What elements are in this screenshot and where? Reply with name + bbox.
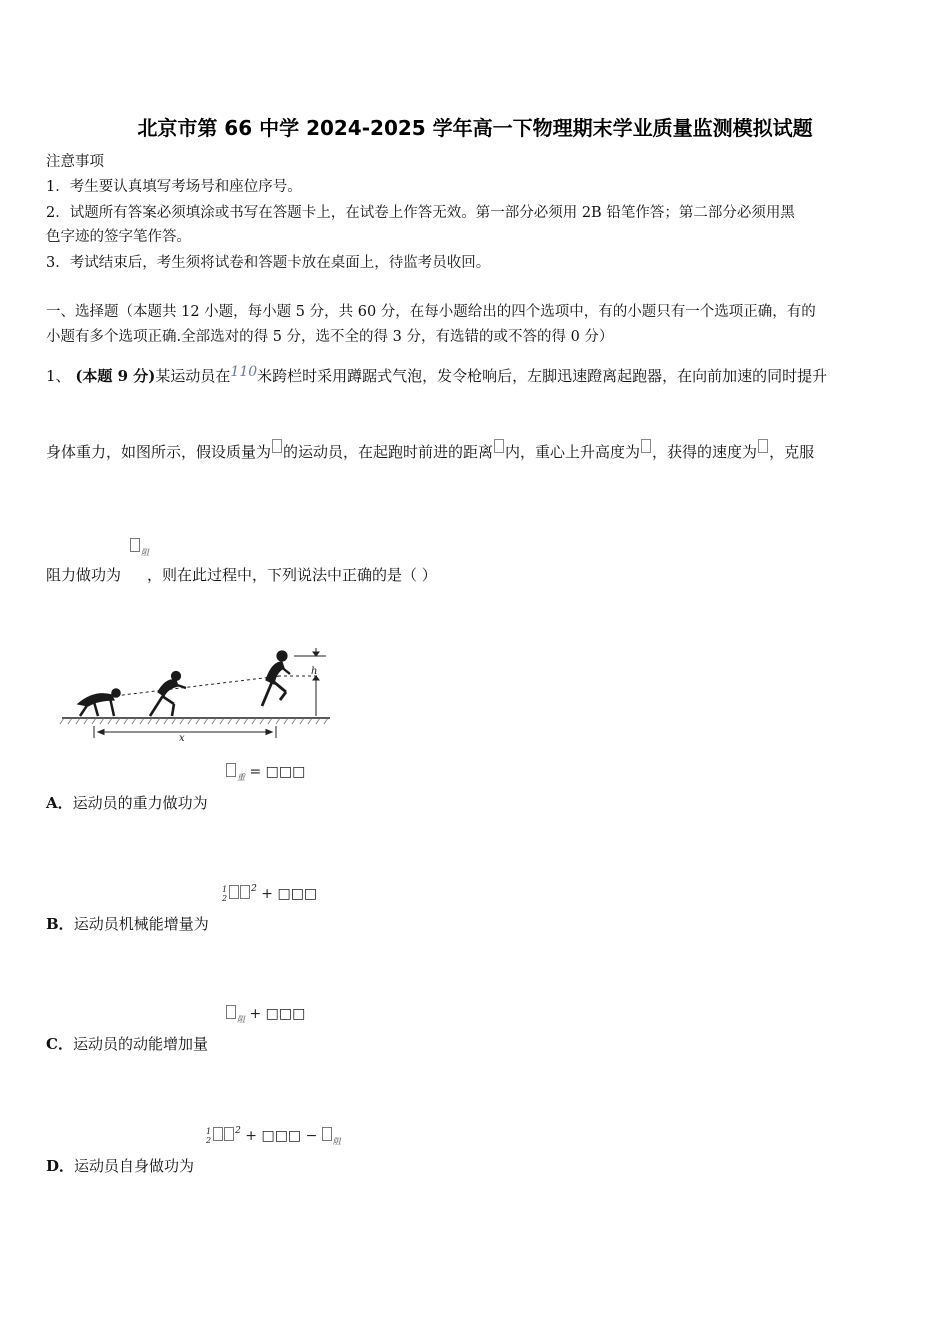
formula-subscript: 重: [237, 773, 245, 782]
option-d[interactable]: [46, 1155, 194, 1176]
notice-item-2-cont: 色字迹的签字笔作答。: [46, 229, 191, 245]
symbol-placeholder: [226, 763, 236, 777]
question-text: 的运动员，在起跑时前进的距离: [283, 443, 494, 461]
sprinter-figure: [58, 640, 338, 745]
question-text: 内，重心上升高度为: [505, 443, 641, 461]
section-instructions-cont: 小题有多个选项正确.全部选对的得 5 分，选不全的得 3 分，有选错的或不答的得 0 分）: [46, 329, 614, 345]
notice-item-2: 2．试题所有答案必须填涂或书写在答题卡上，在试卷上作答无效。第一部分必须用 2B 铅笔作答；第二部分必须用黑: [46, 205, 795, 221]
formula-subscript: 阻: [332, 1137, 341, 1146]
option-d-formula: [206, 1126, 341, 1147]
notice-item-1: 1．考生要认真填写考场号和座位序号。: [46, 179, 302, 195]
formula-expression: = □□□: [249, 764, 306, 780]
question-text: 阻力做功为: [46, 566, 122, 584]
distance-symbol-placeholder: [494, 439, 504, 453]
question-text: 身体重力，如图所示，假设质量为: [46, 443, 272, 461]
symbol-placeholder: [130, 538, 140, 552]
resistance-work-symbol: [130, 536, 149, 558]
question-text: ，克服: [769, 443, 815, 461]
mass-symbol-placeholder: [272, 439, 282, 453]
option-text: 运动员自身做功为: [74, 1157, 195, 1175]
distance-label: x: [179, 733, 185, 744]
symbol-placeholder: [213, 1127, 223, 1141]
height-label: h: [311, 666, 318, 677]
question-text: 某运动员在: [155, 367, 231, 385]
symbol-subscript: 阻: [141, 548, 149, 557]
option-label: C．: [46, 1035, 73, 1053]
option-text: 运动员的重力做功为: [72, 794, 208, 812]
page-title: 北京市第 66 中学 2024-2025 学年高一下物理期末学业质量监测模拟试题: [137, 116, 813, 140]
height-symbol-placeholder: [641, 439, 651, 453]
formula-expression: + □□□: [249, 1006, 306, 1022]
option-label: B．: [46, 915, 74, 933]
question-points: (本题 9 分): [75, 367, 156, 385]
option-text: 运动员机械能增量为: [73, 915, 209, 933]
symbol-placeholder: [240, 885, 250, 899]
fraction: 1 2: [206, 1127, 212, 1145]
option-b-formula: [222, 884, 317, 903]
fraction: 1 2: [222, 885, 228, 903]
option-label: A．: [46, 794, 73, 812]
velocity-symbol-placeholder: [758, 439, 768, 453]
section-instructions: 一、选择题（本题共 12 小题，每小题 5 分，共 60 分，在每小题给出的四个选项中，有的小题只有一个选项正确，有的: [46, 304, 816, 320]
option-label: D．: [46, 1157, 75, 1175]
symbol-placeholder: [226, 1005, 236, 1019]
option-b[interactable]: [46, 913, 209, 934]
question-text: ，获得的速度为: [652, 443, 758, 461]
symbol-placeholder: [229, 885, 239, 899]
option-a-formula: [226, 763, 305, 783]
question-1-line-1: [46, 364, 827, 386]
question-1-line-3: [46, 564, 437, 585]
formula-exponent: 2: [251, 884, 257, 894]
question-number: 1、: [46, 367, 71, 385]
option-c-formula: [226, 1005, 305, 1025]
formula-exponent: 2: [235, 1126, 241, 1136]
option-c[interactable]: [46, 1033, 208, 1054]
symbol-placeholder: [224, 1127, 234, 1141]
question-1-line-2: [46, 439, 814, 462]
option-text: 运动员的动能增加量: [72, 1035, 208, 1053]
question-text: ，则在此过程中，下列说法中正确的是（ ）: [147, 566, 437, 584]
notice-item-3: 3．考试结束后，考生须将试卷和答题卡放在桌面上，待监考员收回。: [46, 255, 491, 271]
formula-subscript: 阻: [237, 1015, 245, 1024]
notice-heading: 注意事项: [46, 154, 104, 170]
formula-expression: + □□□: [261, 886, 318, 902]
symbol-placeholder: [322, 1127, 332, 1141]
distance-value: 110: [230, 364, 258, 380]
option-a[interactable]: [46, 792, 208, 813]
question-text: 米跨栏时采用蹲踞式气泡，发令枪响后，左脚迅速蹬离起跑器，在向前加速的同时提升: [257, 367, 828, 385]
formula-expression: + □□□ −: [245, 1128, 318, 1144]
